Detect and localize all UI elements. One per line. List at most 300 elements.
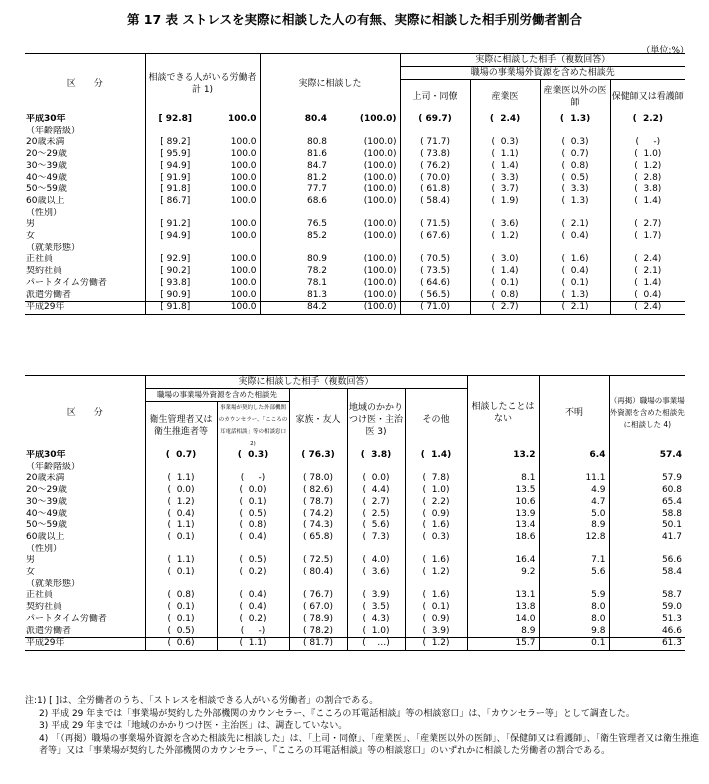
cell	[610, 243, 685, 255]
cell: ( 58.4)	[400, 196, 470, 208]
cell: [ 92.8]	[145, 114, 205, 126]
cell: ( 2.4)	[610, 302, 685, 315]
cell: [ 92.9]	[145, 254, 205, 266]
cell	[539, 579, 609, 591]
cell: ( 74.3)	[289, 520, 347, 532]
cell: 100.0	[230, 137, 257, 148]
cell	[610, 208, 685, 220]
row-label: 正社員	[26, 254, 54, 265]
header-non-occ-doctor: 産業医以外の医師	[540, 80, 610, 115]
cell	[609, 579, 685, 591]
cell: ( 0.5)	[145, 626, 217, 638]
cell	[205, 208, 260, 220]
cell: 78.1	[260, 278, 330, 290]
cell	[260, 126, 330, 138]
cell: ( 2.2)	[610, 114, 685, 126]
cell: 60.8	[609, 485, 685, 497]
cell: ( 74.2)	[289, 509, 347, 521]
cell	[609, 544, 685, 556]
cell: 85.2	[260, 231, 330, 243]
cell	[145, 544, 217, 556]
table-row	[25, 462, 685, 474]
cell: 100.0	[205, 302, 260, 315]
table-row	[25, 638, 685, 651]
cell: 8.1	[467, 473, 539, 485]
cell: ( 0.9)	[405, 509, 467, 521]
cell: 46.6	[609, 626, 685, 638]
cell: ( 0.4)	[217, 532, 289, 544]
row-label: 平成29年	[25, 302, 145, 315]
row-label: 60歳以上	[26, 531, 65, 542]
cell: ( 1.6)	[405, 590, 467, 602]
cell: ( 0.4)	[145, 509, 217, 521]
cell: ( 3.8)	[610, 184, 685, 196]
cell: 78.2	[260, 266, 330, 278]
table-row	[25, 567, 685, 579]
table-row	[25, 555, 685, 567]
cell: ( 65.8)	[289, 532, 347, 544]
cell: (100.0)	[363, 172, 397, 183]
cell: 12.8	[539, 532, 609, 544]
row-label: 派遣労働者	[26, 289, 72, 300]
cell: [ 90.2]	[145, 266, 205, 278]
table-2	[25, 375, 685, 651]
cell: 8.9	[539, 520, 609, 532]
cell: 58.4	[609, 567, 685, 579]
cell: 13.4	[467, 520, 539, 532]
header-kubun: 区 分	[25, 376, 145, 451]
cell: ( 1.6)	[540, 254, 610, 266]
cell: ( 0.4)	[217, 590, 289, 602]
cell: ( 82.6)	[289, 485, 347, 497]
cell: ( 0.0)	[347, 473, 405, 485]
header-nurse: 保健師又は看護師	[610, 80, 685, 115]
cell: 6.4	[539, 450, 609, 462]
row-label: （年齢階級）	[26, 125, 81, 136]
cell	[330, 126, 400, 138]
cell: ( 3.9)	[405, 626, 467, 638]
cell	[609, 462, 685, 474]
cell: 100.0	[230, 184, 257, 195]
cell: ( 2.5)	[347, 509, 405, 521]
cell: ( 3.8)	[347, 450, 405, 462]
table-row	[25, 243, 685, 255]
cell: ( 3.5)	[347, 602, 405, 614]
cell: 51.3	[609, 614, 685, 626]
cell: [ 89.2]	[145, 137, 205, 149]
cell: ( 1.0)	[347, 626, 405, 638]
cell: 9.8	[539, 626, 609, 638]
cell: 57.4	[609, 450, 685, 462]
header-kubun: 区 分	[25, 54, 145, 115]
table-row	[25, 302, 685, 315]
cell: ( 1.1)	[217, 638, 289, 651]
table-row	[25, 184, 685, 196]
cell: (100.0)	[363, 149, 397, 160]
unit-label: （単位:%）	[641, 46, 689, 56]
cell: ( 0.1)	[470, 278, 540, 290]
cell	[540, 126, 610, 138]
cell: 76.5	[260, 219, 330, 231]
cell: ( -)	[217, 473, 289, 485]
row-label: （性別）	[26, 207, 63, 218]
table-row	[25, 290, 685, 302]
cell: 10.6	[467, 497, 539, 509]
cell: ( 2.7)	[610, 219, 685, 231]
cell: [ 95.9]	[145, 149, 205, 161]
table-row	[25, 126, 685, 138]
cell	[540, 243, 610, 255]
cell	[467, 462, 539, 474]
note-3: 3) 平成 29 年までは「地域のかかりつけ医・主治医」は、調査していない。	[39, 721, 348, 731]
cell	[145, 208, 205, 220]
cell: [ 91.9]	[145, 173, 205, 185]
cell: ( 0.1)	[217, 497, 289, 509]
cell: (100.0)	[363, 195, 397, 206]
cell	[205, 243, 260, 255]
cell	[467, 544, 539, 556]
header-local-doctor: 地域のかかりつけ医・主治医 3)	[347, 389, 405, 451]
cell: [ 94.9]	[145, 231, 205, 243]
cell	[470, 126, 540, 138]
cell: 4.7	[539, 497, 609, 509]
cell: 9.2	[467, 567, 539, 579]
cell: 100.0	[228, 114, 257, 124]
cell: ( 0.1)	[145, 532, 217, 544]
cell	[405, 462, 467, 474]
header-workplace-group: 職場の事業場外資源を含めた相談先	[400, 67, 685, 80]
cell: ( 0.8)	[540, 161, 610, 173]
cell	[347, 462, 405, 474]
header-counselor: 事業場が契約した外部機関のカウンセラー、「こころの耳電話相談」等の相談窓口 2)	[217, 402, 289, 451]
cell: ( 0.3)	[540, 137, 610, 149]
cell: (100.0)	[363, 184, 397, 195]
cell	[400, 126, 470, 138]
row-label: 正社員	[26, 590, 54, 601]
cell: ( 1.2)	[610, 161, 685, 173]
cell: ( 2.7)	[347, 497, 405, 509]
cell: 14.0	[467, 614, 539, 626]
cell: 0.1	[539, 638, 609, 651]
header-actually: 実際に相談した	[260, 54, 400, 115]
cell: ( 1.1)	[145, 555, 217, 567]
table-row	[25, 114, 685, 126]
cell: 16.4	[467, 555, 539, 567]
cell	[330, 208, 400, 220]
cell: ( 3.0)	[470, 254, 540, 266]
cell: ( 73.8)	[400, 149, 470, 161]
cell: ( 0.2)	[217, 567, 289, 579]
row-label: パートタイム労働者	[26, 613, 107, 624]
cell: [ 91.2]	[145, 219, 205, 231]
cell	[400, 208, 470, 220]
cell: ( 71.7)	[400, 137, 470, 149]
row-label: 男	[26, 219, 36, 230]
table-row	[25, 497, 685, 509]
cell: 59.0	[609, 602, 685, 614]
row-label: 50～59歳	[26, 184, 67, 195]
cell	[145, 243, 205, 255]
cell: ( 0.8)	[145, 590, 217, 602]
cell: 100.0	[230, 231, 257, 242]
note-1: 注:1) [ ]は、全労働者のうち、「ストレスを相談できる人がいる労働者」の割合である。	[25, 696, 379, 706]
row-label: （性別）	[26, 543, 63, 554]
row-label: 40～49歳	[26, 508, 67, 519]
table-row	[25, 254, 685, 266]
cell: 100.0	[230, 219, 257, 230]
cell: ( 69.7)	[400, 114, 470, 126]
cell: 41.7	[609, 532, 685, 544]
cell	[289, 579, 347, 591]
cell: ( 73.5)	[400, 266, 470, 278]
cell: 8.0	[539, 602, 609, 614]
header-can-consult: 相談できる人がいる労働者計 1)	[145, 54, 260, 115]
cell: [ 93.8]	[145, 278, 205, 290]
row-label: 20～29歳	[26, 485, 67, 496]
cell: (100.0)	[363, 231, 397, 242]
header-unknown: 不明	[539, 376, 609, 451]
table-title: 第 17 表 ストレスを実際に相談した人の有無、実際に相談した相手別労働者割合	[126, 12, 583, 27]
cell: ( 1.3)	[540, 196, 610, 208]
cell: ( 78.7)	[289, 497, 347, 509]
cell: 58.7	[609, 590, 685, 602]
cell: ( 1.2)	[405, 567, 467, 579]
cell: (100.0)	[363, 160, 397, 171]
cell: ( 0.5)	[217, 555, 289, 567]
cell: ( 70.5)	[400, 254, 470, 266]
header-partner-group: 実際に相談した相手（複数回答）	[145, 376, 467, 389]
cell	[539, 462, 609, 474]
table-row	[25, 485, 685, 497]
cell: ( 1.1)	[145, 473, 217, 485]
cell: ( 0.7)	[540, 149, 610, 161]
table-row	[25, 626, 685, 638]
cell: ( 72.5)	[289, 555, 347, 567]
cell: 77.7	[260, 184, 330, 196]
row-label: 契約社員	[26, 602, 63, 613]
cell	[217, 462, 289, 474]
cell: ( 0.8)	[470, 290, 540, 302]
header-hygiene: 衛生管理者又は衛生推進者等	[145, 402, 217, 451]
cell: ( 0.9)	[405, 614, 467, 626]
table-row	[25, 473, 685, 485]
cell: ( 0.1)	[145, 614, 217, 626]
table-row	[25, 544, 685, 556]
table-row	[25, 219, 685, 231]
cell	[217, 544, 289, 556]
table-row	[25, 161, 685, 173]
row-label: 女	[26, 567, 36, 578]
header-workplace-group: 職場の事業場外資源を含めた相談先	[145, 389, 289, 402]
cell: ( 1.4)	[405, 450, 467, 462]
row-label: 30～39歳	[26, 160, 67, 171]
cell: 58.8	[609, 509, 685, 521]
header-reprint: （再掲）職場の事業場外資源を含めた相談先に相談した 4)	[609, 376, 685, 451]
cell: ( 4.3)	[347, 614, 405, 626]
row-label: 60歳以上	[26, 195, 65, 206]
cell	[539, 544, 609, 556]
row-label: 30～39歳	[26, 496, 67, 507]
cell	[347, 579, 405, 591]
cell	[470, 243, 540, 255]
cell	[470, 208, 540, 220]
cell: 5.0	[539, 509, 609, 521]
row-label: 女	[26, 231, 36, 242]
cell: 80.9	[260, 254, 330, 266]
cell: 68.6	[260, 196, 330, 208]
cell: ( 0.7)	[145, 450, 217, 462]
cell: ( 2.8)	[610, 173, 685, 185]
cell: 100.0	[230, 149, 257, 160]
notes	[25, 695, 705, 758]
cell: ( 5.6)	[347, 520, 405, 532]
cell: ( 1.2)	[145, 497, 217, 509]
table-row	[25, 520, 685, 532]
cell: 18.6	[467, 532, 539, 544]
cell: ( 4.0)	[347, 555, 405, 567]
cell: ( 0.1)	[145, 567, 217, 579]
cell: [ 94.9]	[145, 161, 205, 173]
note-4: 4) 「（再掲）職場の事業場外資源を含めた相談先に相談した」は、「上司・同僚」、「産業医」、「産業医以外の医師」、「保健師又は看護師」、「衛生管理者又は衛生推進者等」又は「事業場が契約した外部機関のカウンセラー、『こころの耳電話相談』等の相談窓口」のいずれかに相談した労働者の割合である。	[39, 733, 700, 756]
table-row	[25, 602, 685, 614]
cell: ( 78.2)	[289, 626, 347, 638]
cell: (100.0)	[330, 302, 400, 315]
cell: ( 76.7)	[289, 590, 347, 602]
cell: (100.0)	[363, 219, 397, 230]
header-partner-group: 実際に相談した相手（複数回答）	[400, 54, 685, 67]
cell: ( 0.4)	[217, 602, 289, 614]
cell: ( 3.3)	[470, 173, 540, 185]
row-label: （就業形態）	[26, 242, 81, 253]
cell: ( 1.2)	[405, 638, 467, 651]
cell: 100.0	[230, 254, 257, 265]
table-row	[25, 231, 685, 243]
cell: [ 90.9]	[145, 290, 205, 302]
cell: ( 0.3)	[217, 450, 289, 462]
cell: 8.0	[539, 614, 609, 626]
cell: 13.8	[467, 602, 539, 614]
cell: [ 91.8]	[145, 302, 205, 315]
header-other: その他	[405, 389, 467, 451]
row-label: 20歳未満	[26, 473, 65, 484]
cell: ( 81.7)	[289, 638, 347, 651]
cell	[467, 579, 539, 591]
cell: 84.7	[260, 161, 330, 173]
cell	[289, 462, 347, 474]
cell: (100.0)	[363, 254, 397, 265]
cell	[330, 243, 400, 255]
cell: ( 0.2)	[217, 614, 289, 626]
cell: ( 1.4)	[470, 266, 540, 278]
cell: ( 56.5)	[400, 290, 470, 302]
table-row	[25, 579, 685, 591]
cell: ( 1.3)	[540, 114, 610, 126]
cell: ( 1.4)	[610, 278, 685, 290]
table-row	[25, 614, 685, 626]
cell	[405, 579, 467, 591]
cell: 4.9	[539, 485, 609, 497]
cell: 13.2	[467, 450, 539, 462]
cell	[400, 243, 470, 255]
cell: 11.1	[539, 473, 609, 485]
cell: (100.0)	[363, 289, 397, 300]
cell: ( 2.4)	[610, 254, 685, 266]
cell	[540, 208, 610, 220]
table-row	[25, 266, 685, 278]
cell: ( 1.6)	[405, 520, 467, 532]
cell: ( 0.1)	[405, 602, 467, 614]
cell: 80.4	[260, 114, 330, 126]
cell: ( 78.9)	[289, 614, 347, 626]
cell: (100.0)	[363, 266, 397, 277]
cell	[289, 544, 347, 556]
cell: ( 1.4)	[470, 161, 540, 173]
cell: 5.9	[539, 590, 609, 602]
cell: 81.6	[260, 149, 330, 161]
cell: ( 1.3)	[540, 290, 610, 302]
cell: 100.0	[230, 266, 257, 277]
cell	[260, 243, 330, 255]
cell: ( 2.1)	[610, 266, 685, 278]
cell: 100.0	[230, 289, 257, 300]
header-boss: 上司・同僚	[400, 80, 470, 115]
cell: [ 86.7]	[145, 196, 205, 208]
cell: ( 2.4)	[470, 114, 540, 126]
cell: ( 0.0)	[217, 485, 289, 497]
cell: ( 0.8)	[217, 520, 289, 532]
cell: 8.9	[467, 626, 539, 638]
row-label: 平成30年	[26, 114, 66, 124]
row-label: 40～49歳	[26, 172, 67, 183]
cell	[217, 579, 289, 591]
cell: ( 1.9)	[470, 196, 540, 208]
cell: 100.0	[230, 277, 257, 288]
cell: ( 0.5)	[540, 173, 610, 185]
cell: (100.0)	[359, 114, 397, 124]
cell: ( 1.4)	[610, 196, 685, 208]
cell: ( 0.6)	[145, 638, 217, 651]
cell: ( 2.7)	[470, 302, 540, 315]
cell: ( 1.0)	[405, 485, 467, 497]
cell: ( 2.2)	[405, 497, 467, 509]
cell: (100.0)	[363, 277, 397, 288]
cell: ( 7.8)	[405, 473, 467, 485]
table-row	[25, 196, 685, 208]
cell: ( 0.5)	[217, 509, 289, 521]
table-row	[25, 208, 685, 220]
cell: 65.4	[609, 497, 685, 509]
note-2: 2) 平成 29 年までは「事業場が契約した外部機関のカウンセラー、『こころの耳電話相談』等の相談窓口」は、「カウンセラー等」として調査した。	[39, 708, 635, 719]
cell: 80.8	[260, 137, 330, 149]
cell	[145, 126, 205, 138]
cell: ( 3.6)	[470, 219, 540, 231]
row-label: 50～59歳	[26, 520, 67, 531]
cell: ( 0.0)	[145, 485, 217, 497]
cell: ( 1.0)	[610, 149, 685, 161]
row-label: パートタイム労働者	[26, 277, 107, 288]
cell: ( 0.3)	[405, 532, 467, 544]
cell: 5.6	[539, 567, 609, 579]
cell: ( 2.1)	[540, 302, 610, 315]
cell: ( 1.7)	[610, 231, 685, 243]
cell: ( -)	[610, 137, 685, 149]
cell	[145, 462, 217, 474]
cell: ( 0.1)	[145, 602, 217, 614]
cell: 61.3	[609, 638, 685, 651]
cell	[145, 579, 217, 591]
cell	[260, 208, 330, 220]
cell: ( 67.0)	[289, 602, 347, 614]
